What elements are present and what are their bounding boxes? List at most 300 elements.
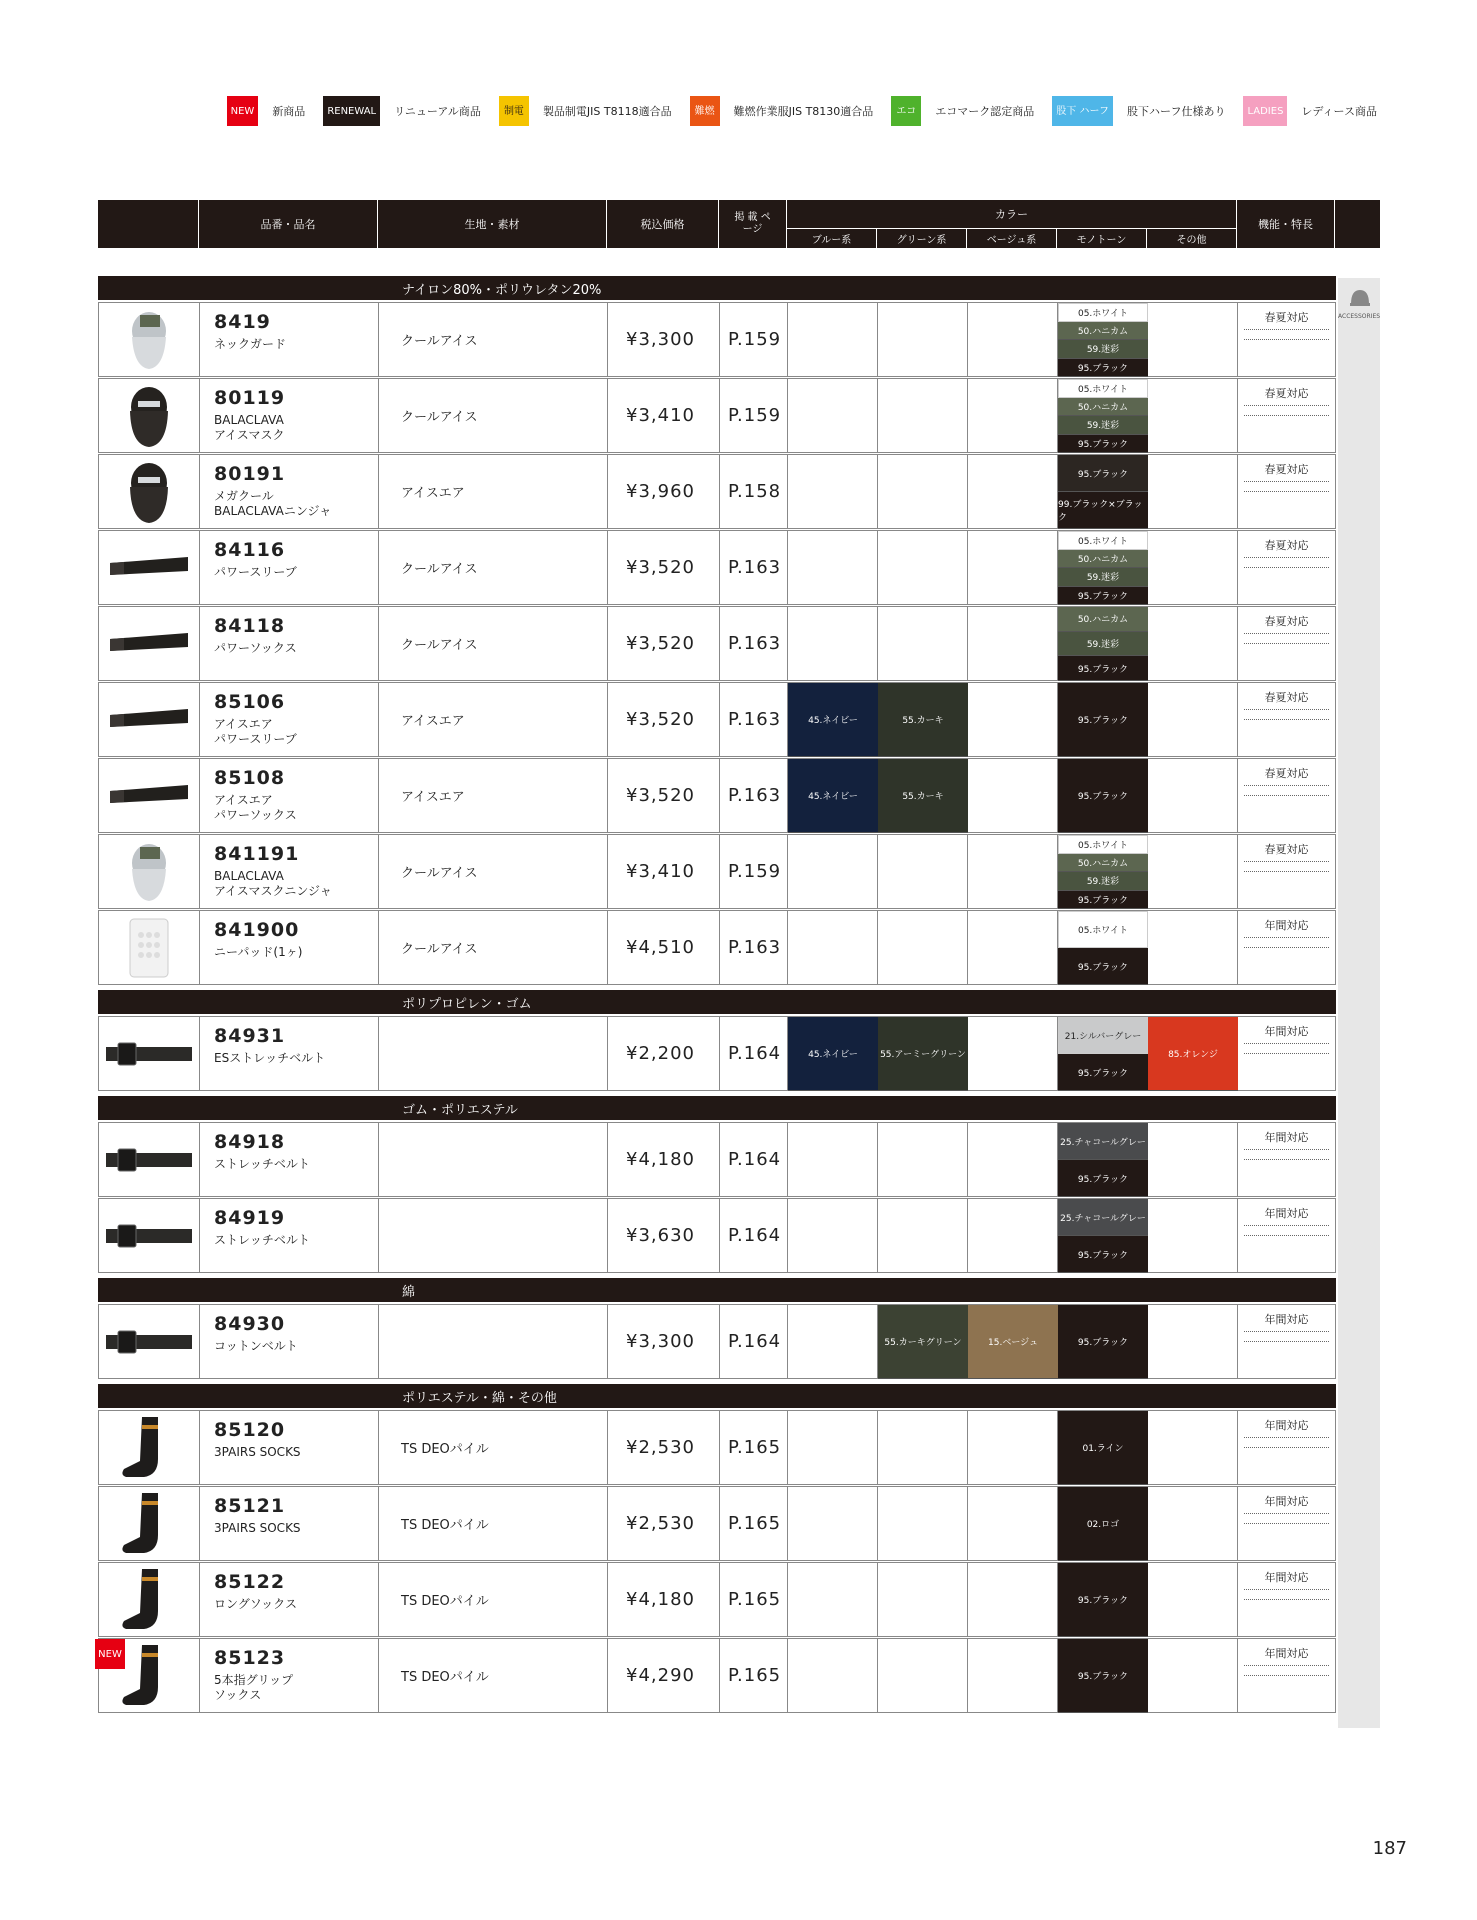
feature-cell xyxy=(1238,1639,1336,1712)
feature-line xyxy=(1244,795,1329,796)
color-swatch: 95.ブラック xyxy=(1058,683,1148,757)
color-swatch: 50.ハニカム xyxy=(1058,322,1148,341)
feature-label: 年間対応 xyxy=(1244,1569,1329,1590)
feature-cell xyxy=(1238,379,1336,452)
table-row xyxy=(98,1486,1336,1561)
color-cell xyxy=(1058,683,1148,756)
color-cell xyxy=(1148,835,1238,908)
catalog-page: P.164 xyxy=(720,1123,788,1196)
feature-cell xyxy=(1238,455,1336,528)
color-cell xyxy=(788,303,878,376)
color-cell xyxy=(788,1017,878,1090)
material: クールアイス xyxy=(379,379,608,452)
price: ¥3,300 xyxy=(608,1305,720,1378)
feature-line xyxy=(1244,1053,1329,1054)
product-code: 84919 xyxy=(214,1207,286,1229)
material: TS DEOパイル xyxy=(379,1563,608,1636)
material: クールアイス xyxy=(379,303,608,376)
color-cell xyxy=(878,1639,968,1712)
product-name: ニーパッド(1ヶ) xyxy=(214,945,303,959)
product-name: ネックガード xyxy=(214,337,287,351)
feature-line xyxy=(1244,871,1329,872)
table-row xyxy=(98,1304,1336,1379)
product-name-cell xyxy=(200,1639,379,1712)
product-image xyxy=(99,1487,200,1560)
header-color: カラー xyxy=(787,200,1237,228)
product-image xyxy=(99,759,200,832)
color-cell xyxy=(968,1563,1058,1636)
product-code: 84918 xyxy=(214,1131,286,1153)
header-price: 税込価格 xyxy=(607,200,719,248)
header-product: 品番・品名 xyxy=(199,200,378,248)
table-row xyxy=(98,910,1336,985)
belt-icon xyxy=(104,1127,194,1193)
product-image xyxy=(99,835,200,908)
product-name: コットンベルト xyxy=(214,1339,298,1353)
color-swatch: 99.ブラック×ブラック xyxy=(1058,492,1148,529)
table-row xyxy=(98,302,1336,377)
product-image xyxy=(99,607,200,680)
color-swatch: 55.カーキグリーン xyxy=(878,1305,968,1379)
feature-line xyxy=(1244,947,1329,948)
legend-label: 股下ハーフ仕様あり xyxy=(1127,105,1226,118)
price: ¥3,410 xyxy=(608,835,720,908)
pad-icon xyxy=(104,915,194,981)
color-cell xyxy=(1058,911,1148,984)
product-name: 3PAIRS SOCKS xyxy=(214,1445,301,1459)
color-swatch: 05.ホワイト xyxy=(1058,303,1148,322)
sock-icon xyxy=(104,1567,194,1633)
color-swatch: 95.ブラック xyxy=(1058,1305,1148,1379)
header-color-3: ベージュ系 xyxy=(967,228,1057,248)
color-swatch: 95.ブラック xyxy=(1058,587,1148,606)
feature-cell xyxy=(1238,1199,1336,1272)
product-image xyxy=(99,1563,200,1636)
product-image xyxy=(99,455,200,528)
material: TS DEOパイル xyxy=(379,1411,608,1484)
product-code: 84118 xyxy=(214,615,286,637)
color-swatch: 95.ブラック xyxy=(1058,948,1148,985)
color-swatch: 50.ハニカム xyxy=(1058,398,1148,417)
color-cell xyxy=(788,1123,878,1196)
color-cell xyxy=(1148,1017,1238,1090)
product-name-cell xyxy=(200,1305,379,1378)
color-cell xyxy=(968,607,1058,680)
product-name: 3PAIRS SOCKS xyxy=(214,1521,301,1535)
feature-label: 春夏対応 xyxy=(1244,841,1329,862)
legend-label: 難燃作業服JIS T8130適合品 xyxy=(733,105,874,118)
color-swatch: 95.ブラック xyxy=(1058,455,1148,492)
color-cell xyxy=(1058,1639,1148,1712)
color-swatch: 95.ブラック xyxy=(1058,1236,1148,1273)
color-cell xyxy=(788,1411,878,1484)
feature-label: 年間対応 xyxy=(1244,1493,1329,1514)
color-cell xyxy=(968,303,1058,376)
section-title: 綿 xyxy=(402,1285,416,1300)
table-row xyxy=(98,834,1336,909)
color-swatch: 55.カーキ xyxy=(878,759,968,833)
color-swatch: 95.ブラック xyxy=(1058,1639,1148,1713)
color-swatch: 50.ハニカム xyxy=(1058,607,1148,632)
mask-icon xyxy=(104,383,194,449)
product-image xyxy=(99,911,200,984)
color-cell xyxy=(788,911,878,984)
color-swatch: 05.ホワイト xyxy=(1058,835,1148,854)
price: ¥3,520 xyxy=(608,607,720,680)
product-code: 84931 xyxy=(214,1025,286,1047)
product-code: 84930 xyxy=(214,1313,286,1335)
color-cell xyxy=(968,1017,1058,1090)
color-cell xyxy=(1148,683,1238,756)
feature-label: 春夏対応 xyxy=(1244,385,1329,406)
price: ¥3,520 xyxy=(608,683,720,756)
color-cell xyxy=(1058,607,1148,680)
sock-icon xyxy=(104,1415,194,1481)
price: ¥2,530 xyxy=(608,1411,720,1484)
color-cell xyxy=(788,379,878,452)
price: ¥3,520 xyxy=(608,531,720,604)
color-swatch: 95.ブラック xyxy=(1058,1160,1148,1197)
side-tab-label: ACCESSORIES xyxy=(1338,313,1381,320)
price: ¥3,960 xyxy=(608,455,720,528)
legend-item xyxy=(891,96,1034,126)
legend-badge: LADIES xyxy=(1243,96,1287,126)
feature-line xyxy=(1244,491,1329,492)
catalog-page: P.163 xyxy=(720,911,788,984)
color-swatch: 95.ブラック xyxy=(1058,656,1148,681)
legend-badge: RENEWAL xyxy=(323,96,380,126)
color-cell xyxy=(878,1563,968,1636)
color-swatch: 59.迷彩 xyxy=(1058,568,1148,587)
table-row xyxy=(98,1638,1336,1713)
color-swatch: 95.ブラック xyxy=(1058,359,1148,378)
catalog-page: P.163 xyxy=(720,683,788,756)
color-cell xyxy=(968,531,1058,604)
header-color-4: モノトーン xyxy=(1057,228,1147,248)
catalog-page: P.165 xyxy=(720,1563,788,1636)
catalog-page: P.163 xyxy=(720,607,788,680)
material xyxy=(379,1305,608,1378)
product-name-cell xyxy=(200,455,379,528)
feature-cell xyxy=(1238,531,1336,604)
color-swatch: 55.カーキ xyxy=(878,683,968,757)
color-cell xyxy=(878,1199,968,1272)
catalog-page: P.165 xyxy=(720,1411,788,1484)
table-row xyxy=(98,1198,1336,1273)
product-code: 85108 xyxy=(214,767,286,789)
table-row xyxy=(98,1016,1336,1091)
color-cell xyxy=(788,1199,878,1272)
color-swatch: 59.迷彩 xyxy=(1058,416,1148,435)
price: ¥3,300 xyxy=(608,303,720,376)
color-cell xyxy=(878,303,968,376)
color-cell xyxy=(968,379,1058,452)
color-swatch: 21.シルバーグレー xyxy=(1058,1017,1148,1054)
legend-badge: NEW xyxy=(227,96,259,126)
product-image xyxy=(99,1639,200,1712)
new-badge: NEW xyxy=(95,1639,125,1669)
color-cell xyxy=(968,1123,1058,1196)
legend-label: エコマーク認定商品 xyxy=(935,105,1035,118)
section-title: ゴム・ポリエステル xyxy=(402,1103,518,1118)
feature-cell xyxy=(1238,683,1336,756)
color-swatch: 95.ブラック xyxy=(1058,759,1148,833)
legend-item xyxy=(499,96,672,126)
table-row xyxy=(98,1410,1336,1485)
feature-cell xyxy=(1238,303,1336,376)
material xyxy=(379,1017,608,1090)
section-title: ポリエステル・綿・その他 xyxy=(402,1391,557,1406)
color-cell xyxy=(1058,379,1148,452)
color-cell xyxy=(968,1305,1058,1378)
feature-label: 春夏対応 xyxy=(1244,309,1329,330)
material: TS DEOパイル xyxy=(379,1639,608,1712)
feature-cell xyxy=(1238,1563,1336,1636)
color-cell xyxy=(968,911,1058,984)
color-cell xyxy=(878,1017,968,1090)
feature-label: 春夏対応 xyxy=(1244,537,1329,558)
catalog-page: P.165 xyxy=(720,1639,788,1712)
product-image xyxy=(99,683,200,756)
product-name-cell xyxy=(200,531,379,604)
legend-label: リニューアル商品 xyxy=(394,105,481,118)
color-cell xyxy=(1058,1563,1148,1636)
color-cell xyxy=(788,455,878,528)
color-cell xyxy=(878,683,968,756)
feature-line xyxy=(1244,1159,1329,1160)
color-cell xyxy=(1058,1017,1148,1090)
section-header xyxy=(98,1096,1336,1120)
header-feature: 機能・特長 xyxy=(1237,200,1335,248)
catalog-page: P.158 xyxy=(720,455,788,528)
product-code: 85123 xyxy=(214,1647,286,1669)
feature-line xyxy=(1244,719,1329,720)
color-cell xyxy=(1148,911,1238,984)
catalog-page: P.164 xyxy=(720,1017,788,1090)
material: アイスエア xyxy=(379,683,608,756)
header-image-col xyxy=(98,200,199,248)
feature-line xyxy=(1244,1447,1329,1448)
color-cell xyxy=(968,1639,1058,1712)
color-cell xyxy=(968,835,1058,908)
feature-cell xyxy=(1238,911,1336,984)
feature-line xyxy=(1244,567,1329,568)
product-name-cell xyxy=(200,1017,379,1090)
product-code: 85122 xyxy=(214,1571,286,1593)
belt-icon xyxy=(104,1309,194,1375)
product-image xyxy=(99,1123,200,1196)
color-cell xyxy=(878,531,968,604)
product-name: ストレッチベルト xyxy=(214,1233,310,1247)
feature-label: 年間対応 xyxy=(1244,1205,1329,1226)
mask-icon xyxy=(104,459,194,525)
feature-label: 年間対応 xyxy=(1244,1129,1329,1150)
color-cell xyxy=(968,759,1058,832)
product-name-cell xyxy=(200,759,379,832)
color-cell xyxy=(1148,455,1238,528)
product-image xyxy=(99,303,200,376)
product-image xyxy=(99,1017,200,1090)
material: アイスエア xyxy=(379,759,608,832)
table-row xyxy=(98,530,1336,605)
table-row xyxy=(98,454,1336,529)
feature-line xyxy=(1244,1599,1329,1600)
color-cell xyxy=(788,607,878,680)
color-cell xyxy=(968,1199,1058,1272)
color-swatch: 85.オレンジ xyxy=(1148,1017,1238,1091)
color-cell xyxy=(1148,1305,1238,1378)
feature-label: 春夏対応 xyxy=(1244,765,1329,786)
color-cell xyxy=(788,531,878,604)
product-name-cell xyxy=(200,1199,379,1272)
page-number: 187 xyxy=(1372,1838,1407,1859)
color-cell xyxy=(878,379,968,452)
legend-badge: 難燃 xyxy=(690,96,720,126)
legend-badge: エコ xyxy=(891,96,921,126)
product-code: 841191 xyxy=(214,843,300,865)
product-name-cell xyxy=(200,607,379,680)
belt-icon xyxy=(104,1021,194,1087)
color-cell xyxy=(968,455,1058,528)
legend-item xyxy=(1052,96,1225,126)
feature-line xyxy=(1244,1341,1329,1342)
color-cell xyxy=(1058,1305,1148,1378)
product-code: 85120 xyxy=(214,1419,286,1441)
color-swatch: 95.ブラック xyxy=(1058,435,1148,454)
color-swatch: 45.ネイビー xyxy=(788,1017,878,1091)
header-page: 掲 載 ページ xyxy=(719,200,787,248)
product-name: パワースリーブ xyxy=(214,565,297,579)
product-name: ESストレッチベルト xyxy=(214,1051,326,1065)
feature-line xyxy=(1244,1523,1329,1524)
section-title: ポリプロピレン・ゴム xyxy=(402,997,532,1012)
table-row xyxy=(98,758,1336,833)
product-code: 85121 xyxy=(214,1495,286,1517)
color-swatch: 59.迷彩 xyxy=(1058,872,1148,891)
color-swatch: 59.迷彩 xyxy=(1058,632,1148,657)
product-code: 80191 xyxy=(214,463,286,485)
catalog-page: P.159 xyxy=(720,835,788,908)
head-icon xyxy=(104,839,194,905)
color-cell xyxy=(968,1411,1058,1484)
cap-icon xyxy=(1349,286,1371,308)
color-cell xyxy=(1148,1199,1238,1272)
color-cell xyxy=(1058,531,1148,604)
catalog-page: P.159 xyxy=(720,379,788,452)
color-swatch: 01.ライン xyxy=(1058,1411,1148,1485)
product-name-cell xyxy=(200,1563,379,1636)
legend-item xyxy=(1243,96,1377,126)
color-cell xyxy=(968,683,1058,756)
color-cell xyxy=(1148,1487,1238,1560)
accessories-side-tab xyxy=(1338,278,1380,1728)
product-name: メガクール BALACLAVAニンジャ xyxy=(214,489,332,518)
color-cell xyxy=(878,759,968,832)
section-header xyxy=(98,1384,1336,1408)
material xyxy=(379,1199,608,1272)
product-name: ロングソックス xyxy=(214,1597,298,1611)
color-cell xyxy=(878,1487,968,1560)
color-cell xyxy=(878,835,968,908)
head-icon xyxy=(104,307,194,373)
header-material: 生地・素材 xyxy=(378,200,607,248)
color-cell xyxy=(788,1563,878,1636)
product-name-cell xyxy=(200,835,379,908)
color-cell xyxy=(878,455,968,528)
color-cell xyxy=(1148,759,1238,832)
product-name-cell xyxy=(200,1411,379,1484)
feature-label: 春夏対応 xyxy=(1244,689,1329,710)
material: クールアイス xyxy=(379,835,608,908)
product-image xyxy=(99,531,200,604)
color-swatch: 95.ブラック xyxy=(1058,891,1148,910)
color-cell xyxy=(788,1305,878,1378)
color-cell xyxy=(788,835,878,908)
product-name: アイスエア パワースリーブ xyxy=(214,717,297,746)
color-cell xyxy=(788,1487,878,1560)
legend-item xyxy=(227,96,306,126)
feature-cell xyxy=(1238,835,1336,908)
table-header xyxy=(98,200,1380,248)
feature-label: 年間対応 xyxy=(1244,1023,1329,1044)
sleeve-icon xyxy=(104,535,194,601)
legend-label: レディース商品 xyxy=(1301,105,1377,118)
feature-cell xyxy=(1238,1123,1336,1196)
header-color-2: グリーン系 xyxy=(877,228,967,248)
color-cell xyxy=(788,759,878,832)
material: クールアイス xyxy=(379,911,608,984)
product-name: パワーソックス xyxy=(214,641,297,655)
table-row xyxy=(98,378,1336,453)
feature-label: 年間対応 xyxy=(1244,917,1329,938)
color-cell xyxy=(1058,1487,1148,1560)
product-name-cell xyxy=(200,911,379,984)
feature-label: 年間対応 xyxy=(1244,1417,1329,1438)
legend xyxy=(209,96,1377,126)
color-swatch: 59.迷彩 xyxy=(1058,340,1148,359)
product-name-cell xyxy=(200,683,379,756)
product-name: BALACLAVA アイスマスクニンジャ xyxy=(214,869,332,898)
color-swatch: 95.ブラック xyxy=(1058,1054,1148,1091)
catalog-page: P.164 xyxy=(720,1199,788,1272)
product-code: 841900 xyxy=(214,919,300,941)
product-name: ストレッチベルト xyxy=(214,1157,310,1171)
color-cell xyxy=(1148,1563,1238,1636)
color-cell xyxy=(878,1123,968,1196)
color-swatch: 25.チャコールグレー xyxy=(1058,1199,1148,1236)
product-code: 85106 xyxy=(214,691,286,713)
feature-label: 年間対応 xyxy=(1244,1311,1329,1332)
legend-badge: 股下 ハーフ xyxy=(1052,96,1113,126)
header-color-1: ブルー系 xyxy=(787,228,877,248)
section-header xyxy=(98,1278,1336,1302)
material: クールアイス xyxy=(379,607,608,680)
color-cell xyxy=(788,683,878,756)
legend-label: 製品制電JIS T8118適合品 xyxy=(542,105,672,118)
color-cell xyxy=(878,1305,968,1378)
color-cell xyxy=(1058,835,1148,908)
color-cell xyxy=(1058,303,1148,376)
product-name-cell xyxy=(200,1123,379,1196)
feature-line xyxy=(1244,1235,1329,1236)
material: TS DEOパイル xyxy=(379,1487,608,1560)
color-swatch: 95.ブラック xyxy=(1058,1563,1148,1637)
color-swatch: 45.ネイビー xyxy=(788,683,878,757)
color-cell xyxy=(1148,1411,1238,1484)
product-image xyxy=(99,1199,200,1272)
feature-line xyxy=(1244,643,1329,644)
legend-label: 新商品 xyxy=(272,105,306,118)
